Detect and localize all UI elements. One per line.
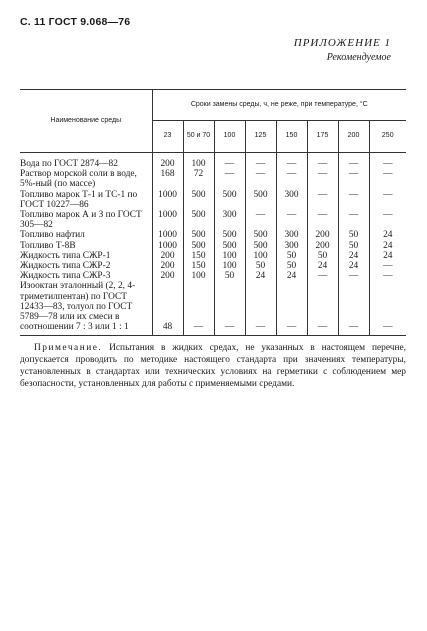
value-cell: 1000 bbox=[152, 190, 183, 210]
value-cell: 50 bbox=[276, 261, 307, 271]
value-cell: 50 bbox=[276, 251, 307, 261]
temperature-header: 250 bbox=[381, 132, 394, 140]
value-cell: 500 bbox=[245, 241, 276, 251]
value-cell: 50 bbox=[338, 230, 369, 240]
value-cell: 24 bbox=[383, 230, 393, 241]
value-cell: — bbox=[338, 169, 369, 189]
value-cell: — bbox=[307, 153, 338, 170]
temperature-header: 100 bbox=[214, 121, 245, 153]
value-cell: — bbox=[307, 271, 338, 281]
env-name-cell: Топливо марок Т-1 и ТС-1 по ГОСТ 10227—86 bbox=[20, 190, 152, 210]
value-cell: — bbox=[307, 169, 338, 189]
value-cell: — bbox=[338, 210, 369, 230]
value-cell: 500 bbox=[214, 190, 245, 210]
value-cell: 300 bbox=[276, 190, 307, 210]
value-cell: — bbox=[276, 169, 307, 189]
value-cell: — bbox=[383, 159, 393, 169]
value-cell: 500 bbox=[245, 190, 276, 210]
value-cell: 150 bbox=[183, 251, 214, 261]
env-name-cell: Топливо Т-8В bbox=[20, 241, 152, 251]
env-name-cell: Жидкость типа СЖР-1 bbox=[20, 251, 152, 261]
value-cell: 24 bbox=[276, 271, 307, 281]
value-cell: 500 bbox=[245, 230, 276, 240]
value-cell: 24 bbox=[338, 251, 369, 261]
value-cell: — bbox=[383, 271, 393, 282]
value-cell: — bbox=[338, 153, 369, 170]
value-cell: — bbox=[383, 189, 393, 200]
table-row bbox=[20, 169, 406, 189]
value-cell: 24 bbox=[307, 261, 338, 271]
value-cell: — bbox=[214, 153, 245, 170]
value-cell: 24 bbox=[383, 250, 393, 261]
value-cell: — bbox=[338, 271, 369, 281]
value-cell: 1000 bbox=[152, 210, 183, 230]
value-cell: 100 bbox=[214, 261, 245, 271]
table-row bbox=[20, 271, 406, 281]
value-cell: 100 bbox=[183, 153, 214, 170]
value-cell: — bbox=[276, 153, 307, 170]
temperature-group-header: Сроки замены среды, ч, не реже, при температуре, °С bbox=[152, 90, 406, 121]
temperature-header: 23 bbox=[152, 121, 183, 153]
temperature-header: 150 bbox=[276, 121, 307, 153]
value-cell: — bbox=[383, 261, 393, 272]
value-cell: — bbox=[245, 281, 276, 336]
value-cell: — bbox=[383, 322, 393, 333]
value-cell: 24 bbox=[338, 261, 369, 271]
note-paragraph bbox=[20, 342, 406, 390]
replacement-schedule-table bbox=[20, 89, 406, 336]
value-cell: — bbox=[214, 169, 245, 189]
value-cell: 500 bbox=[183, 230, 214, 240]
value-cell: — bbox=[338, 281, 369, 336]
table-row bbox=[20, 190, 406, 210]
value-cell: 150 bbox=[183, 261, 214, 271]
env-name-cell: Жидкость типа СЖР-2 bbox=[20, 261, 152, 271]
page-header: С. 11 ГОСТ 9.068—76 bbox=[20, 16, 131, 28]
note-label: Примечание. bbox=[34, 343, 103, 353]
env-name-cell: Жидкость типа СЖР-3 bbox=[20, 271, 152, 281]
value-cell: 1000 bbox=[152, 230, 183, 240]
value-cell: — bbox=[307, 281, 338, 336]
temperature-header: 125 bbox=[245, 121, 276, 153]
table-row bbox=[20, 230, 406, 240]
value-cell: 500 bbox=[183, 241, 214, 251]
value-cell: 300 bbox=[276, 241, 307, 251]
value-cell: 200 bbox=[152, 271, 183, 281]
value-cell: 200 bbox=[307, 241, 338, 251]
note-text: Испытания в жидких средах, не указанных в настоящем перечне, допускается проводить по методике настоящего стандарта при значениях температуры, установленных в стандартах или технических условиях на герметики с соблюдением мер безопасности, установленных для работы с применяемыми средами. bbox=[20, 343, 407, 389]
env-column-header: Наименование среды bbox=[20, 90, 152, 153]
value-cell: — bbox=[338, 190, 369, 210]
value-cell: — bbox=[307, 190, 338, 210]
value-cell: 500 bbox=[214, 230, 245, 240]
value-cell: 500 bbox=[214, 241, 245, 251]
value-cell: 72 bbox=[183, 169, 214, 189]
value-cell: 500 bbox=[183, 190, 214, 210]
value-cell: 200 bbox=[152, 153, 183, 170]
value-cell: — bbox=[383, 169, 393, 180]
value-cell: — bbox=[245, 169, 276, 189]
env-name-cell: Вода по ГОСТ 2874—82 bbox=[20, 153, 152, 170]
table-row bbox=[20, 251, 406, 261]
appendix-block bbox=[294, 37, 391, 63]
value-cell: 500 bbox=[183, 210, 214, 230]
value-cell: 168 bbox=[152, 169, 183, 189]
env-name-cell: Топливо нафтил bbox=[20, 230, 152, 240]
temperature-header: 175 bbox=[307, 121, 338, 153]
appendix-subtitle: Рекомендуемое bbox=[326, 52, 391, 63]
env-name-cell: Топливо марок А и З по ГОСТ 305—82 bbox=[20, 210, 152, 230]
table-row bbox=[20, 261, 406, 271]
env-name-cell: Изооктан эталонный (2, 2, 4-триметилпентан) по ГОСТ 12433—83, толуол по ГОСТ 5789—78 или их смеси в соотношении 7 : 3 или 1 : 1 bbox=[20, 281, 152, 336]
value-cell: 100 bbox=[183, 271, 214, 281]
value-cell: 50 bbox=[214, 271, 245, 281]
table-row bbox=[20, 210, 406, 230]
appendix-title: ПРИЛОЖЕНИЕ 1 bbox=[293, 37, 391, 49]
value-cell: 50 bbox=[245, 261, 276, 271]
value-cell: 48 bbox=[152, 281, 183, 336]
table-row bbox=[20, 153, 406, 170]
value-cell: — bbox=[307, 210, 338, 230]
value-cell: — bbox=[183, 281, 214, 336]
value-cell: — bbox=[214, 281, 245, 336]
temperature-header: 50 и 70 bbox=[183, 121, 214, 153]
temperature-header: 200 bbox=[338, 121, 369, 153]
value-cell: 100 bbox=[214, 251, 245, 261]
value-cell: 50 bbox=[307, 251, 338, 261]
value-cell: — bbox=[276, 281, 307, 336]
value-cell: — bbox=[245, 210, 276, 230]
value-cell: 200 bbox=[152, 251, 183, 261]
value-cell: — bbox=[245, 153, 276, 170]
table-row bbox=[20, 241, 406, 251]
value-cell: — bbox=[383, 210, 393, 221]
value-cell: — bbox=[276, 210, 307, 230]
value-cell: 200 bbox=[152, 261, 183, 271]
value-cell: 50 bbox=[338, 241, 369, 251]
value-cell: 100 bbox=[245, 251, 276, 261]
value-cell: 200 bbox=[307, 230, 338, 240]
value-cell: 24 bbox=[245, 271, 276, 281]
value-cell: 300 bbox=[276, 230, 307, 240]
value-cell: 300 bbox=[214, 210, 245, 230]
table-row bbox=[20, 281, 406, 336]
value-cell: 1000 bbox=[152, 241, 183, 251]
env-name-cell: Раствор морской соли в воде, 5%-ный (по массе) bbox=[20, 169, 152, 189]
value-cell: 24 bbox=[383, 240, 393, 251]
